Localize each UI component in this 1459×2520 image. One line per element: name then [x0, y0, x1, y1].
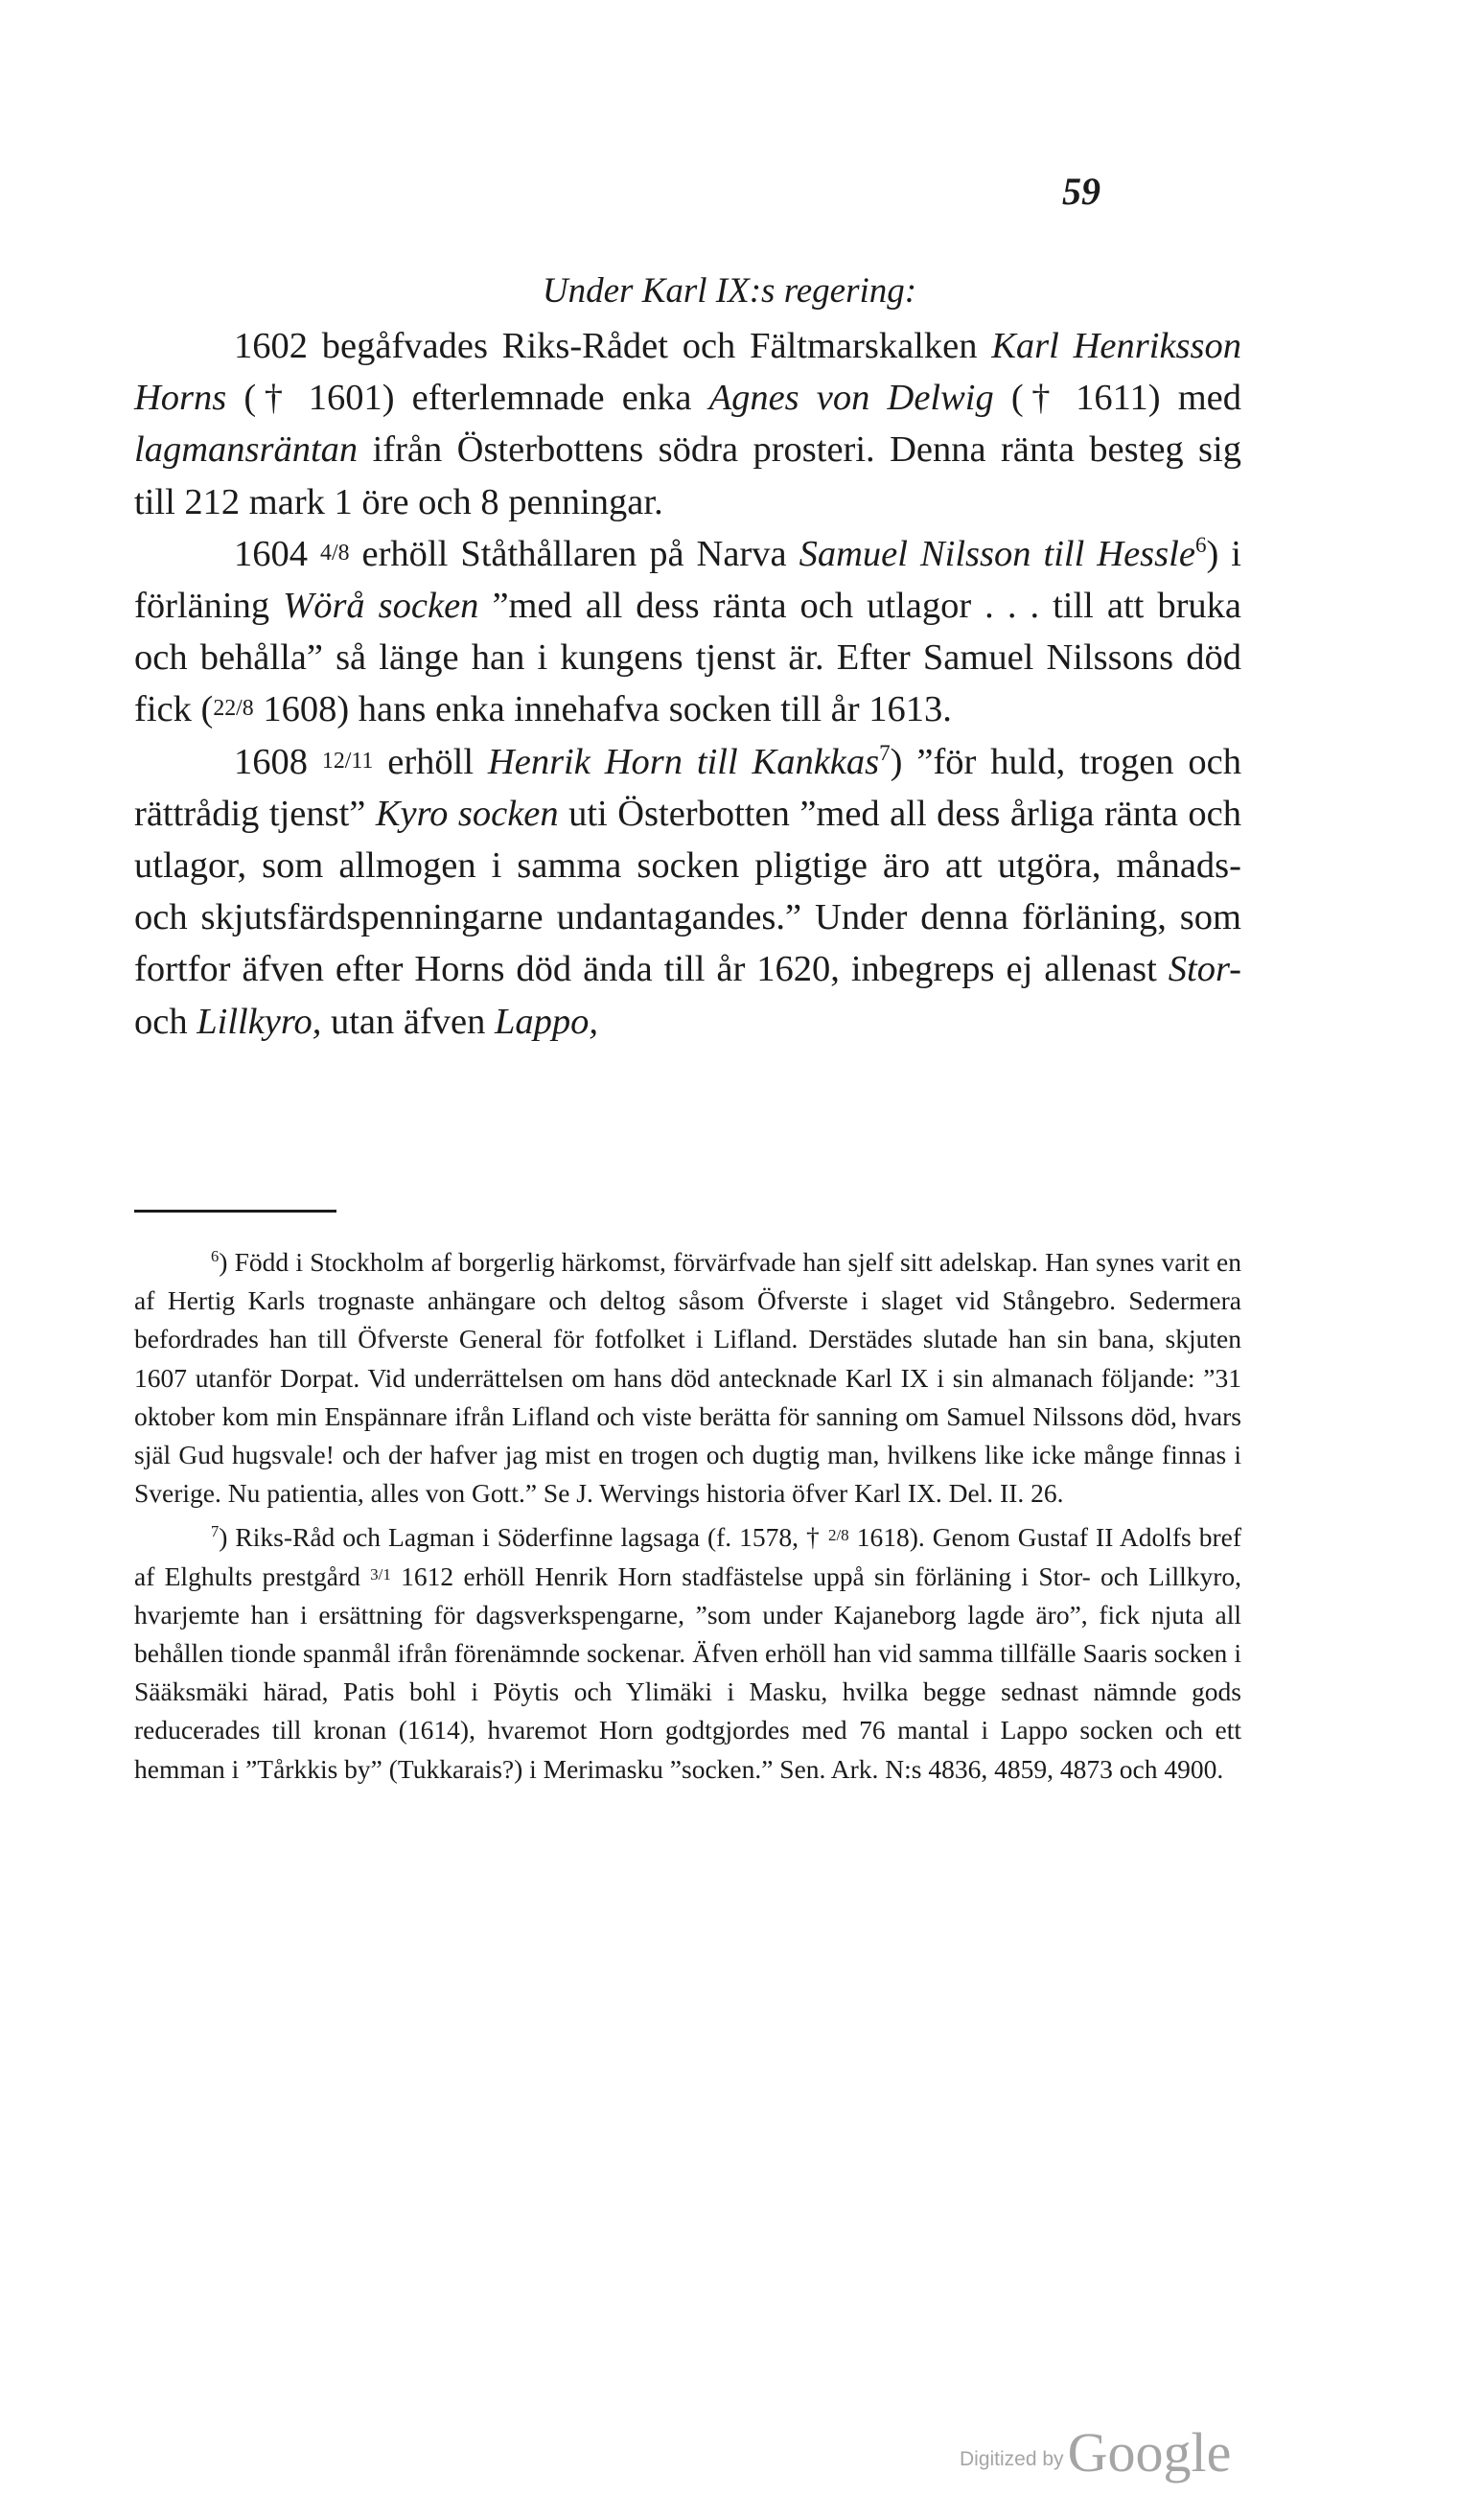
place-name: Lillkyro,: [197, 1001, 322, 1042]
place-name: Lappo,: [495, 1001, 599, 1042]
place-name: Kyro socken: [375, 793, 559, 834]
text-run: 1602 begåfvades Riks-Rådet och Fältmarskalken: [234, 326, 992, 366]
text-run: erhöll Ståthållaren på Narva: [349, 533, 799, 574]
person-name: Henrik Horn till Kankkas: [487, 741, 880, 782]
text-run: ”med all dess ränta och utlagor . . . till att bruka och behålla” så länge han i kungens tjenst är. Efter Samuel Nilssons död fick (: [134, 586, 1241, 730]
date-fraction: 22/8: [213, 696, 254, 722]
text-run: 1604: [234, 533, 321, 574]
footnote-marker: 7: [211, 1522, 220, 1541]
footnote-6: [134, 1243, 1241, 1513]
text-run: uti Österbotten ”med all dess årliga ränta och utlagor, som allmogen i samma socken pligtige äro att utgöra, månads- och skjutsfärdspenningarne undantagandes.” Under denna förläning, som fortfor äfven efter Horns död ända till år 1620, inbegreps ej allenast: [134, 793, 1241, 990]
footnote-ref-7: 7: [879, 739, 891, 765]
footnote-text: 1618). Genom Gustaf II Adolfs bref af Elghults prestgård: [134, 1522, 1242, 1591]
text-run: utan äfven: [321, 1001, 495, 1042]
text-run: ) i förläning: [134, 533, 1242, 627]
date-fraction: 12/11: [321, 748, 374, 774]
footnotes: [134, 1243, 1241, 1789]
text-run: erhöll: [373, 741, 488, 782]
person-name: Samuel Nilsson till Hessle: [799, 533, 1195, 574]
date-fraction: 3/1: [370, 1564, 391, 1584]
footnote-ref-6: 6: [1194, 531, 1207, 557]
section-heading: Under Karl IX:s regering:: [542, 271, 917, 311]
text-run: († 1611) med: [993, 378, 1241, 419]
main-text: [134, 320, 1241, 1048]
footnote-marker: 6: [211, 1246, 220, 1265]
footnote-divider: [134, 1210, 336, 1213]
paragraph-1602: [134, 320, 1241, 528]
paragraph-1604: [134, 528, 1241, 736]
person-name: Karl Henriksson Horns: [134, 326, 1241, 419]
paragraph-1608: [134, 736, 1241, 1048]
footnote-text: ) Riks-Råd och Lagman i Söderfinne lagsaga (f. 1578, †: [219, 1522, 828, 1553]
text-run: och: [134, 1001, 197, 1042]
place-name: Stor-: [1168, 949, 1241, 990]
text-run: ) ”för huld, trogen och rättrådig tjenst”: [134, 741, 1241, 834]
footnote-text: 1612 erhöll Henrik Horn stadfästelse uppå sin förläning i Stor- och Lillkyro, hvarjemte han i ersättning för dagsverkspengarne, ”som under Kajaneborg lagde äro”, fick njuta all behållen tionde spanmål ifrån förenämnde sockenar. Äfven erhöll han vid samma tillfälle Saaris socken i Sääksmäki härad, Patis bohl i Pöytis och Ylimäki i Masku, hvilka begge sednast nämnde gods reducerades till kronan (1614), hvaremot Horn godtgjordes med 76 mantal i Lappo socken och ett hemman i ”Tårkkis by” (Tukkarais?) i Merimasku ”socken.” Sen. Ark. N:s 4836, 4859, 4873 och 4900.: [134, 1561, 1242, 1784]
text-run: ifrån Österbottens södra prosteri. Denna ränta besteg sig till 212 mark 1 öre och 8 penningar.: [134, 429, 1241, 522]
person-name: Agnes von Delwig: [708, 378, 994, 419]
google-logo: Google: [1067, 2421, 1232, 2484]
watermark-prefix: Digitized by: [960, 2448, 1064, 2470]
text-run: († 1601) efterlemnade enka: [226, 378, 709, 419]
footnote-7: [134, 1518, 1241, 1788]
term: lagmansräntan: [134, 429, 359, 471]
footnote-text: ) Född i Stockholm af borgerlig härkomst, förvärfvade han sjelf sitt adelskap. Han synes varit en af Hertig Karls trognaste anhängare och deltog såsom Öfverste i slaget vid Stångebro. Sedermera befordrades han till Öfverste General för fotfolket i Lifland. Derstädes slutade han sin bana, skjuten 1607 utanför Dorpat. Vid underrättelsen om hans död antecknade Karl IX i sin almanach följande: ”31 oktober kom min Enspännare ifrån Lifland och viste berätta för sanning om Samuel Nilssons död, hvars själ Gud hugsvale! och der hafver jag mist en trogen och dugtig man, hvilkens like icke månge finnas i Sverige. Nu patientia, alles von Gott.” Se J. Wervings historia öfver Karl IX. Del. II. 26.: [134, 1247, 1241, 1509]
digitized-watermark: [960, 2420, 1231, 2485]
date-fraction: 4/8: [320, 540, 350, 566]
text-run: 1608: [234, 741, 322, 782]
date-fraction: 2/8: [827, 1526, 849, 1545]
page-number: 59: [1062, 170, 1100, 213]
text-run: 1608) hans enka innehafva socken till år 1613.: [253, 689, 952, 730]
place-name: Wörå socken: [283, 586, 479, 627]
